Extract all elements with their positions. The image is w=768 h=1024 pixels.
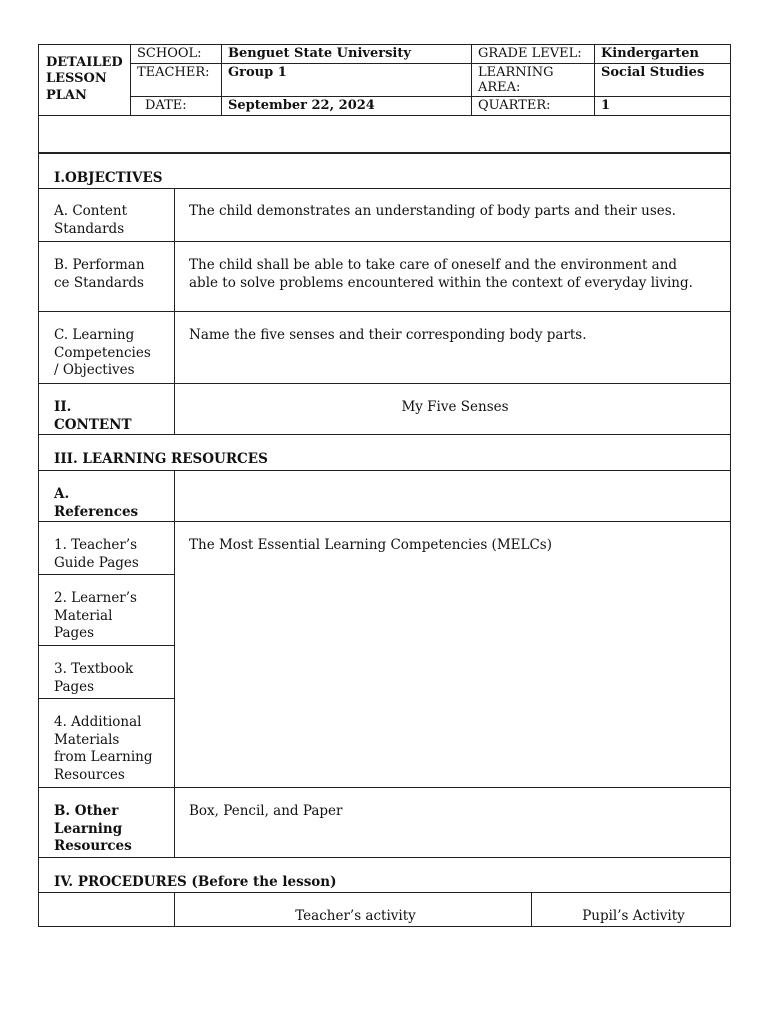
performance-standards-label: B. Performan ce Standards [39, 242, 175, 312]
grade-level-label: GRADE LEVEL: [472, 45, 595, 64]
learning-area-value: Social Studies [595, 63, 731, 96]
quarter-value: 1 [595, 97, 731, 116]
content-value: My Five Senses [175, 384, 731, 435]
header-blank-row [39, 115, 731, 152]
learning-competencies-text: Name the five senses and their corresponding body parts. [175, 312, 731, 384]
learning-resources-heading: III. LEARNING RESOURCES [39, 435, 731, 471]
school-value: Benguet State University [222, 45, 472, 64]
other-resources-value: Box, Pencil, and Paper [175, 788, 731, 858]
additional-materials-label: 4. Additional Materials from Learning Resources [39, 699, 175, 788]
textbook-pages-label: 3. Textbook Pages [39, 646, 175, 699]
learners-material-label: 2. Learner’s Material Pages [39, 575, 175, 646]
teacher-activity-header: Teacher’s activity [175, 893, 532, 927]
lesson-plan-body [38, 153, 731, 927]
references-label: A. References [39, 471, 175, 522]
objectives-heading: I.OBJECTIVES [39, 154, 731, 189]
quarter-label: QUARTER: [472, 97, 595, 116]
procedures-blank-cell [39, 893, 175, 927]
teacher-label: TEACHER: [131, 63, 222, 96]
teachers-guide-label: 1. Teacher’s Guide Pages [39, 522, 175, 575]
other-resources-label: B. Other Learning Resources [39, 788, 175, 858]
grade-level-value: Kindergarten [595, 45, 731, 64]
content-standards-label: A. Content Standards [39, 189, 175, 242]
content-label: II. CONTENT [39, 384, 175, 435]
learning-competencies-label: C. Learning Competencies / Objectives [39, 312, 175, 384]
school-label: SCHOOL: [131, 45, 222, 64]
content-standards-text: The child demonstrates an understanding of body parts and their uses. [175, 189, 731, 242]
pupil-activity-header: Pupil’s Activity [532, 893, 731, 927]
references-value [175, 471, 731, 522]
references-sources-value: The Most Essential Learning Competencies (MELCs) [175, 522, 731, 788]
procedures-heading: IV. PROCEDURES (Before the lesson) [39, 858, 731, 893]
learning-area-label: LEARNING AREA: [472, 63, 595, 96]
document-title: DETAILED LESSON PLAN [39, 45, 131, 116]
teacher-value: Group 1 [222, 63, 472, 96]
date-value: September 22, 2024 [222, 97, 472, 116]
performance-standards-text: The child shall be able to take care of oneself and the environment and able to solve problems encountered within the context of everyday living. [175, 242, 731, 312]
lesson-plan-header [38, 44, 731, 153]
date-label: DATE: [131, 97, 222, 116]
